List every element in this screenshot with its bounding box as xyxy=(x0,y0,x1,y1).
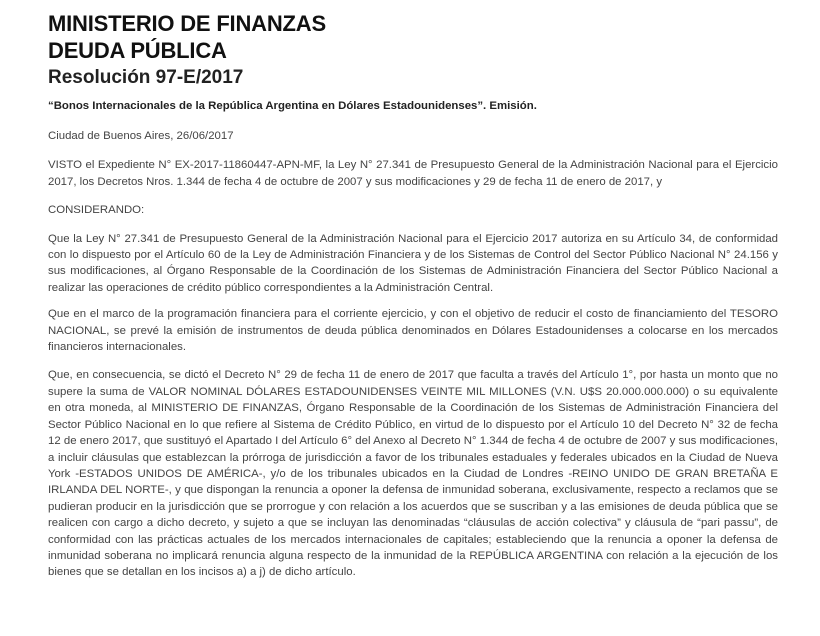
visto-paragraph: VISTO el Expediente N° EX-2017-11860447-APN-MF, la Ley N° 27.341 de Presupuesto General de la Administración Nacional para el Ejercicio 2017, los Decretos Nros. 1.344 de fecha 4 de octubre de 2007 y sus modificaciones y 29 de fecha 11 de enero de 2017, y xyxy=(48,159,778,188)
paragraph-2: Que en el marco de la programación financiera para el corriente ejercicio, y con el objetivo de reducir el costo de financiamiento del TESORO NACIONAL, se prevé la emisión de instrumentos de deuda pública denominados en Dólares Estadounidenses a colocarse en los mercados financieros internacionales. xyxy=(48,308,778,354)
paragraph-1: Que la Ley N° 27.341 de Presupuesto General de la Administración Nacional para el Ejercicio 2017 autoriza en su Artículo 34, de conformidad con lo dispuesto por el Artículo 60 de la Ley de Administración Financiera y de los Sistemas de Control del Sector Público Nacional N° 24.156 y sus modificaciones, al Órgano Responsable de la Coordinación de los Sistemas de Administración Financiera del Sector Público Nacional a realizar las operaciones de crédito público correspondientes a la Administración Central. xyxy=(48,232,778,294)
date-line: Ciudad de Buenos Aires, 26/06/2017 xyxy=(48,130,234,142)
office-title: DEUDA PÚBLICA xyxy=(48,38,227,63)
considerando-heading: CONSIDERANDO: xyxy=(48,204,145,217)
resolution-title: Resolución 97-E/2017 xyxy=(48,67,244,88)
ministry-title: MINISTERIO DE FINANZAS xyxy=(48,11,326,36)
resolution-subject: “Bonos Internacionales de la República Argentina en Dólares Estadounidenses”. Emisión. xyxy=(48,100,537,112)
document-body xyxy=(48,10,778,581)
paragraph-3: Que, en consecuencia, se dictó el Decreto N° 29 de fecha 11 de enero de 2017 que faculta a través del Artículo 1°, por hasta un monto que no supere la suma de VALOR NOMINAL DÓLARES ESTADOUNIDENSES VEINTE MIL MILLONES (V.N. U$S 20.000.000.000) o su equivalente en otra moneda, al MINISTERIO DE FINANZAS, Órgano Responsable de la Coordinación de los Sistemas de Administración Financiera del Sector Público Nacional en lo que refiere al Sistema de Crédito Público, en virtud de lo dispuesto por el Artículo 10 del Decreto N° 32 de fecha 12 de enero 2017, que sustituyó el Apartado I del Artículo 6° del Anexo al Decreto N° 1.344 de fecha 4 de octubre de 2007 y sus modificaciones, a incluir cláusulas que establezcan la prórroga de jurisdicción a favor de los tribunales estaduales y federales ubicados en la Ciudad de Nueva York -ESTADOS UNIDOS DE AMÉRICA-, y/o de los tribunales ubicados en la Ciudad de Londres -REINO UNIDO DE GRAN BRETAÑA E IRLANDA DEL NORTE-, y que dispongan la renuncia a oponer la defensa de inmunidad soberana, exclusivamente, respecto a reclamos que se pudieran producir en la jurisdicción que se prorrogue y con relación a los acuerdos que se suscriban y a las emisiones de deuda pública que se realicen con cargo a dicho decreto, y sujeto a que se incluyan las denominadas “cláusulas de acción colectiva” y cláusula de “pari passu”, de conformidad con las prácticas actuales de los mercados internacionales de capitales; estableciendo que la renuncia a oponer la defensa de inmunidad soberana no implicará renuncia alguna respecto de la inmunidad de la REPÚBLICA ARGENTINA con relación a la ejecución de los bienes que se detallan en los incisos a) a j) de dicho artículo. xyxy=(48,369,778,579)
